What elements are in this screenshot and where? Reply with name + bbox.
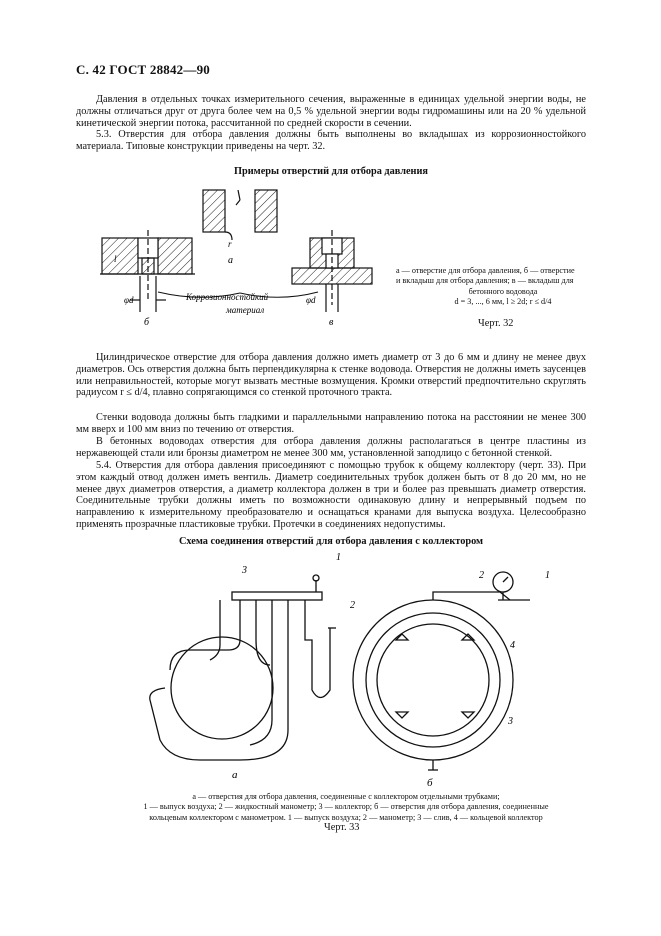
caption32-line1: а — отверстие для отбора давления, б — отверстие [396, 266, 575, 275]
label-b: б [144, 317, 150, 328]
fig33b-label-1: 1 [545, 570, 550, 581]
figure33-label: Черт. 33 [324, 822, 360, 833]
label-v: в [329, 317, 334, 328]
fig33a-label-1: 1 [336, 552, 341, 563]
label-material: Коррозионностойкий [186, 292, 269, 302]
caption33-line1: а — отверстия для отбора давления, соединенные с коллектором отдельными трубками; [192, 792, 500, 801]
fig33a-label-2: 2 [350, 600, 355, 611]
fig33-label-a: а [232, 769, 238, 781]
caption32-line3: бетонного водовода [468, 286, 538, 296]
label-phi-d-1: φd [124, 295, 134, 305]
paragraph-concrete: В бетонных водоводах отверстия для отбора давления должны располагаться в центре пластины из нержавеющей стали или бронзы диаметром не менее 300 мм, установленной заподлицо с бетонной стенкой. [76, 436, 586, 459]
paragraph-cylindrical-hole: Цилиндрическое отверстие для отбора давления должно иметь диаметр от 3 до 6 мм и длину не менее двух диаметров. Ось отверстия должна быть перпендикулярна к стенке водовода. Отверстия не должны иметь заусенцев или неправильностей, которые могут вызвать местные возмущения. Кромки отверстий предпочтительно скруглять радиусом r ≤ d/4, плавно сопрягающимся со стенкой проточного тракта. [76, 352, 586, 399]
fig33a-label-3: 3 [242, 565, 247, 576]
label-r: r [228, 239, 232, 249]
caption32-line4: d = 3, ..., 6 мм, l ≥ 2d; r ≤ d/4 [454, 297, 552, 307]
paragraph-5-3: 5.3. Отверстия для отбора давления должны быть выполнены во вкладышах из коррозионностойкого материала. Типовые конструкции приведены на черт. 32. [76, 129, 586, 152]
figure33-caption [96, 792, 596, 823]
paragraph-pressure-deviation: Давления в отдельных точках измерительного сечения, выраженные в единицах удельной энергии воды, не должны отличаться друг от друга более чем на 0,5 % удельной энергии воды гидромашины или на 20 % удельной кинетической энергии потока, рассчитанной по средней скорости в сечении. [76, 94, 586, 129]
figure32-label: Черт. 32 [478, 318, 514, 329]
paragraph-5-4: 5.4. Отверстия для отбора давления присоединяют с помощью трубок к общему коллектору (черт. 33). При этом каждый отвод должен иметь вентиль. Диаметр соединительных трубок должен быть от 8 до 20 мм, но не менее двух диаметров отверстия, а диаметр коллектора должен в три и более раз превышать диаметр отверстия. Соединительные трубки должны иметь по возможности одинаковую длину и непрерывный подъем по направлению к измерительному преобразователю и оснащаться кранами для выпуска воздуха. Целесообразно применять прозрачные пластиковые трубки. Протечки в соединениях недопустимы. [76, 460, 586, 530]
caption33-line3: кольцевым коллектором с манометром. 1 — выпуск воздуха; 2 — манометр; 3 — слив, 4 — кольцевой коллектор [149, 812, 543, 822]
paragraph-walls: Стенки водовода должны быть гладкими и параллельными направлению потока на расстоянии не менее 300 мм вверх и 100 мм вниз по течению от отверстия. [76, 412, 586, 435]
page-header: С. 42 ГОСТ 28842—90 [76, 62, 210, 77]
label-l: l [114, 254, 117, 264]
label-phi-d-2: φd [306, 295, 316, 305]
figure32-title: Примеры отверстий для отбора давления [234, 166, 428, 177]
label-material-2: материал [226, 305, 265, 315]
caption32-line2: и вкладыш для отбора давления; в — вкладыш для [396, 276, 574, 286]
caption33-line2: 1 — выпуск воздуха; 2 — жидкостный манометр; 3 — коллектор; б — отверстия для отбора давления, соединенные [143, 802, 549, 812]
fig33b-label-2: 2 [479, 570, 484, 581]
fig33b-label-4: 4 [510, 640, 515, 651]
label-a: а [228, 255, 233, 266]
fig33b-label-3: 3 [508, 716, 513, 727]
figure33-title: Схема соединения отверстий для отбора давления с коллектором [178, 536, 484, 547]
fig33-label-b: б [427, 777, 433, 789]
